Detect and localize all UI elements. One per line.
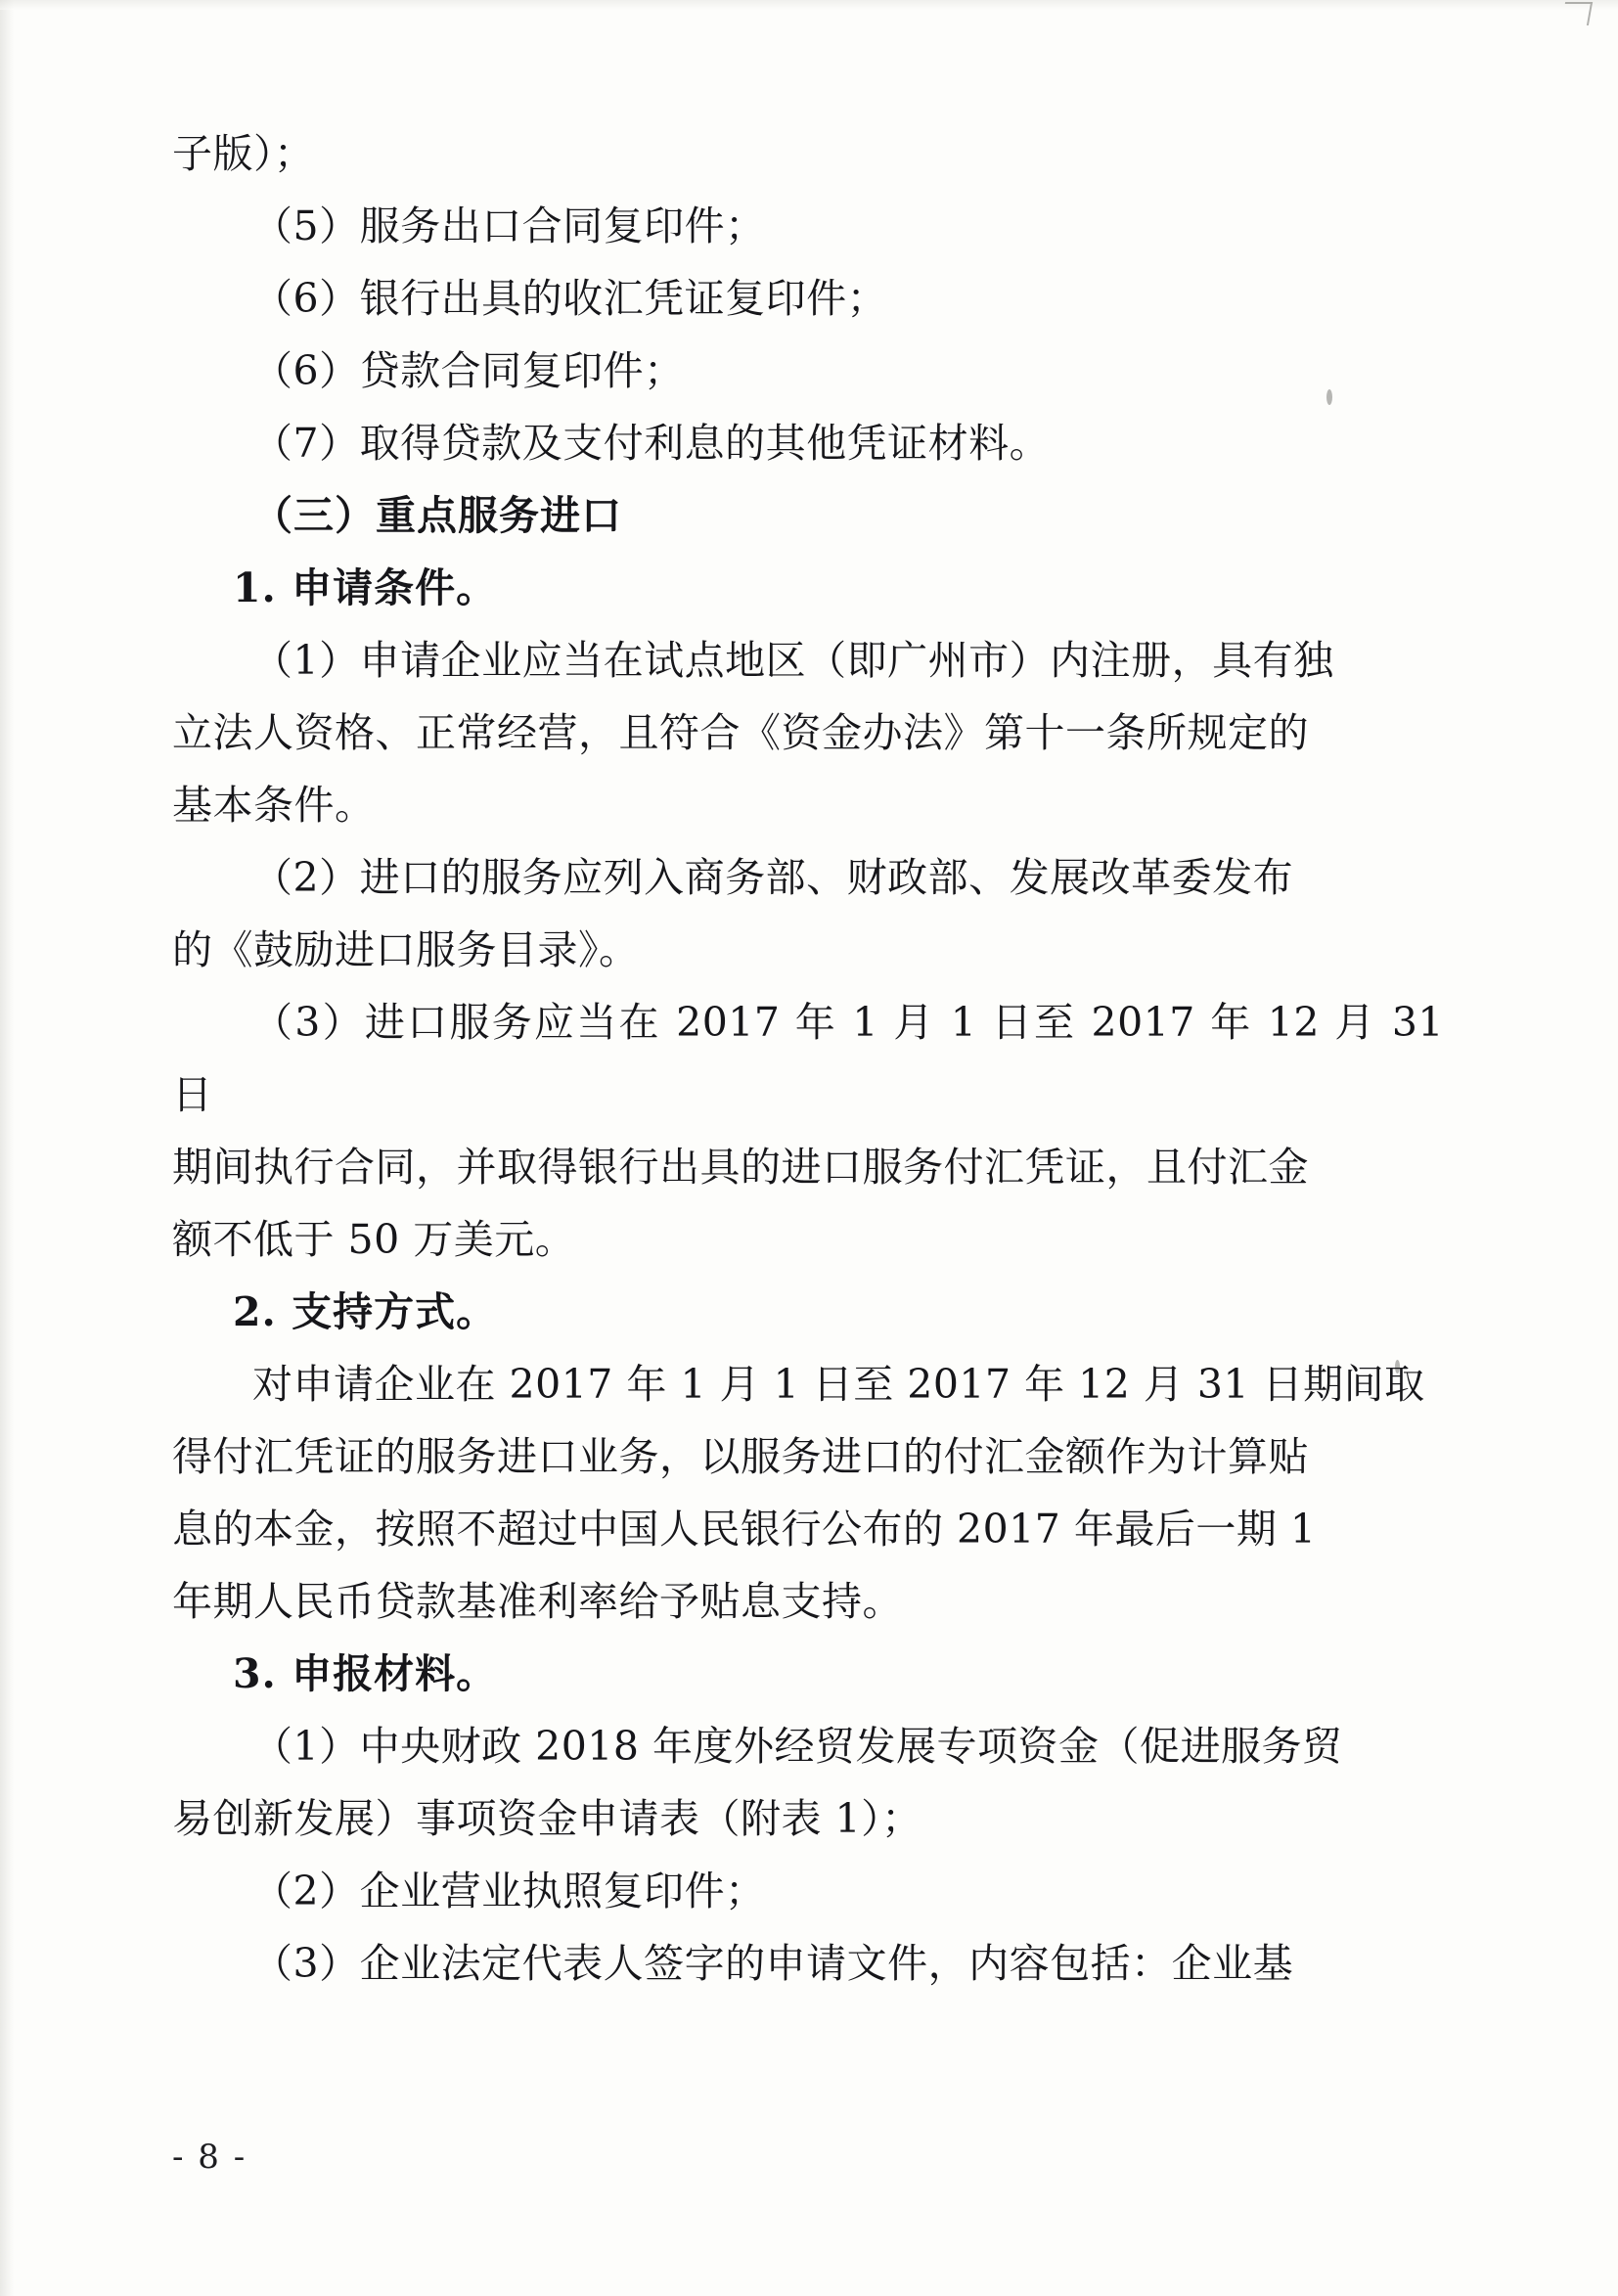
document-line: （3）进口服务应当在 2017 年 1 月 1 日至 2017 年 12 月 31 日 (172, 999, 1458, 1118)
subsection-heading: 3. 申报材料。 (233, 1650, 498, 1697)
subsection-heading: 2. 支持方式。 (233, 1288, 498, 1335)
document-line: 年期人民币贷款基准利率给予贴息支持。 (172, 1578, 903, 1625)
document-line: （6）贷款合同复印件； (252, 347, 685, 394)
document-line: 立法人资格、正常经营，且符合《资金办法》第十一条所规定的 (172, 709, 1309, 756)
document-line: 易创新发展）事项资金申请表（附表 1）； (172, 1795, 922, 1842)
document-line: 的《鼓励进口服务目录》。 (172, 926, 640, 973)
scan-edge-top (0, 0, 1618, 10)
document-line: 息的本金，按照不超过中国人民银行公布的 2017 年最后一期 1 (172, 1506, 1317, 1553)
document-body (172, 117, 1458, 2000)
document-line: （7）取得贷款及支付利息的其他凭证材料。 (252, 420, 1051, 467)
document-line: （2）进口的服务应列入商务部、财政部、发展改革委发布 (252, 854, 1294, 901)
document-line: （5）服务出口合同复印件； (252, 203, 766, 249)
document-line: （1）申请企业应当在试点地区（即广州市）内注册，具有独 (252, 637, 1334, 684)
document-line: （6）银行出具的收汇凭证复印件； (252, 275, 888, 322)
document-line: 额不低于 50 万美元。 (172, 1216, 576, 1263)
document-line: 子版）； (172, 130, 315, 177)
page-corner-mark (1561, 2, 1593, 25)
document-line: 得付汇凭证的服务进口业务，以服务进口的付汇金额作为计算贴 (172, 1433, 1309, 1480)
document-line: （1）中央财政 2018 年度外经贸发展专项资金（促进服务贸 (252, 1723, 1343, 1770)
document-line: 对申请企业在 2017 年 1 月 1 日至 2017 年 12 月 31 日期间取 (252, 1361, 1425, 1408)
scan-edge-left (0, 0, 14, 2296)
page-number: - 8 - (172, 2138, 247, 2177)
document-line: 期间执行合同，并取得银行出具的进口服务付汇凭证，且付汇金 (172, 1144, 1309, 1191)
document-line: （2）企业营业执照复印件； (252, 1868, 766, 1914)
subsection-heading: 1. 申请条件。 (233, 564, 498, 611)
section-heading: （三）重点服务进口 (252, 492, 622, 539)
document-line: 基本条件。 (172, 782, 376, 829)
document-line: （3）企业法定代表人签字的申请文件，内容包括：企业基 (252, 1940, 1294, 1987)
